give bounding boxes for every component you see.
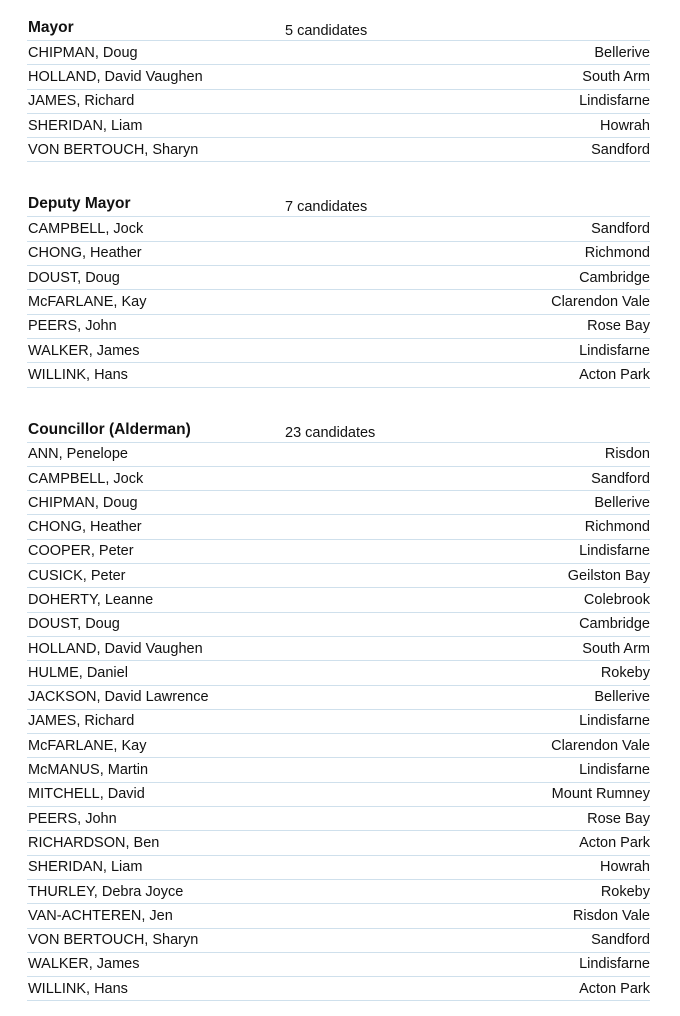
- candidate-name: COOPER, Peter: [28, 543, 134, 560]
- candidate-suburb: Sandford: [591, 141, 650, 158]
- section-title: Councillor (Alderman): [28, 420, 191, 438]
- candidate-name: THURLEY, Debra Joyce: [28, 883, 184, 900]
- candidate-suburb: Bellerive: [594, 494, 650, 511]
- candidate-name: JAMES, Richard: [28, 713, 135, 730]
- candidate-name: CHIPMAN, Doug: [28, 44, 138, 61]
- candidate-row: [27, 266, 650, 290]
- candidate-row: [27, 831, 650, 855]
- candidate-row: [27, 661, 650, 685]
- candidate-suburb: Cambridge: [579, 616, 650, 633]
- candidate-suburb: Lindisfarne: [579, 93, 650, 110]
- section-header: [27, 192, 650, 217]
- candidate-suburb: Geilston Bay: [567, 567, 650, 584]
- candidate-row: [27, 734, 650, 758]
- candidate-name: VON BERTOUCH, Sharyn: [28, 932, 199, 949]
- candidate-name: RICHARDSON, Ben: [28, 834, 160, 851]
- candidate-name: WALKER, James: [28, 342, 140, 359]
- candidate-suburb: South Arm: [582, 640, 650, 657]
- candidate-row: [27, 686, 650, 710]
- candidate-row: [27, 217, 650, 241]
- candidate-row: [27, 710, 650, 734]
- candidate-row: [27, 491, 650, 515]
- candidate-suburb: Sandford: [591, 221, 650, 238]
- candidate-suburb: Howrah: [600, 117, 650, 134]
- candidate-row: [27, 65, 650, 89]
- candidate-name: CHONG, Heather: [28, 519, 142, 536]
- candidate-row: [27, 783, 650, 807]
- candidate-name: CHIPMAN, Doug: [28, 494, 138, 511]
- candidate-name: SHERIDAN, Liam: [28, 117, 143, 134]
- section-header: [27, 418, 650, 443]
- candidate-name: JAMES, Richard: [28, 93, 135, 110]
- candidate-row: [27, 315, 650, 339]
- candidate-name: CUSICK, Peter: [28, 567, 126, 584]
- candidate-row: [27, 807, 650, 831]
- candidate-suburb: Richmond: [584, 519, 650, 536]
- candidate-row: [27, 637, 650, 661]
- candidate-name: HOLLAND, David Vaughen: [28, 640, 203, 657]
- candidate-name: WILLINK, Hans: [28, 980, 128, 997]
- candidate-suburb: Clarendon Vale: [551, 294, 650, 311]
- candidate-count: 7 candidates: [285, 199, 368, 216]
- section-title: Mayor: [28, 19, 74, 36]
- candidate-name: DOUST, Doug: [28, 269, 120, 286]
- candidate-suburb: Bellerive: [594, 44, 650, 61]
- candidate-suburb: Lindisfarne: [579, 956, 650, 973]
- candidate-suburb: Rose Bay: [587, 318, 650, 335]
- candidate-suburb: Sandford: [591, 470, 650, 487]
- candidate-suburb: Sandford: [591, 932, 650, 949]
- candidate-suburb: Bellerive: [594, 689, 650, 706]
- candidate-suburb: Lindisfarne: [579, 713, 650, 730]
- candidate-name: MITCHELL, David: [28, 786, 145, 803]
- section-header: [27, 16, 650, 41]
- candidate-row: [27, 90, 650, 114]
- candidate-row: [27, 290, 650, 314]
- candidate-row: [27, 758, 650, 782]
- candidate-name: CAMPBELL, Jock: [28, 470, 144, 487]
- candidate-row: [27, 443, 650, 467]
- section-mayor: [27, 16, 650, 162]
- candidate-row: [27, 564, 650, 588]
- candidate-suburb: Richmond: [584, 245, 650, 262]
- candidate-row: [27, 613, 650, 637]
- candidate-name: ANN, Penelope: [28, 446, 128, 463]
- candidate-row: [27, 41, 650, 65]
- candidate-suburb: Risdon: [604, 446, 650, 463]
- candidate-suburb: Acton Park: [579, 834, 650, 851]
- section-deputy-mayor: [27, 192, 650, 387]
- candidate-row: [27, 242, 650, 266]
- candidate-name: VON BERTOUCH, Sharyn: [28, 141, 199, 158]
- candidate-name: McFARLANE, Kay: [28, 737, 147, 754]
- candidate-suburb: Risdon Vale: [572, 907, 650, 924]
- candidate-suburb: Lindisfarne: [579, 543, 650, 560]
- candidate-row: [27, 363, 650, 387]
- candidate-name: DOUST, Doug: [28, 616, 120, 633]
- candidate-suburb: Lindisfarne: [579, 342, 650, 359]
- candidate-row: [27, 856, 650, 880]
- candidate-suburb: Howrah: [600, 859, 650, 876]
- candidate-suburb: Mount Rumney: [551, 786, 650, 803]
- candidate-suburb: Cambridge: [579, 269, 650, 286]
- candidate-row: [27, 515, 650, 539]
- candidate-row: [27, 880, 650, 904]
- candidate-name: WALKER, James: [28, 956, 140, 973]
- candidate-name: HULME, Daniel: [28, 664, 128, 681]
- candidate-suburb: Rokeby: [600, 883, 650, 900]
- candidate-row: [27, 929, 650, 953]
- candidate-row: [27, 339, 650, 363]
- candidate-suburb: Acton Park: [579, 980, 650, 997]
- candidate-row: [27, 114, 650, 138]
- section-title: Deputy Mayor: [28, 195, 131, 213]
- candidate-name: CHONG, Heather: [28, 245, 142, 262]
- candidate-name: DOHERTY, Leanne: [28, 591, 154, 608]
- candidate-row: [27, 138, 650, 162]
- candidate-row: [27, 588, 650, 612]
- candidate-suburb: Lindisfarne: [579, 762, 650, 779]
- candidate-name: WILLINK, Hans: [28, 366, 128, 383]
- candidate-suburb: Colebrook: [583, 591, 650, 608]
- candidate-name: PEERS, John: [28, 810, 117, 827]
- candidate-name: CAMPBELL, Jock: [28, 221, 144, 238]
- candidate-count: 5 candidates: [285, 23, 368, 39]
- section-councillor: [27, 418, 650, 1002]
- candidate-name: JACKSON, David Lawrence: [28, 689, 209, 706]
- candidate-name: VAN-ACHTEREN, Jen: [28, 907, 173, 924]
- candidate-suburb: Clarendon Vale: [551, 737, 650, 754]
- candidate-row: [27, 904, 650, 928]
- candidate-name: PEERS, John: [28, 318, 117, 335]
- candidate-name: McMANUS, Martin: [28, 762, 149, 779]
- candidate-row: [27, 467, 650, 491]
- candidate-count: 23 candidates: [285, 424, 376, 441]
- candidate-name: SHERIDAN, Liam: [28, 859, 143, 876]
- candidate-suburb: South Arm: [582, 68, 650, 85]
- candidate-suburb: Acton Park: [579, 366, 650, 383]
- candidate-suburb: Rokeby: [600, 664, 650, 681]
- candidate-row: [27, 540, 650, 564]
- candidate-row: [27, 977, 650, 1001]
- candidate-name: HOLLAND, David Vaughen: [28, 68, 203, 85]
- candidate-suburb: Rose Bay: [587, 810, 650, 827]
- candidate-name: McFARLANE, Kay: [28, 294, 147, 311]
- candidate-row: [27, 953, 650, 977]
